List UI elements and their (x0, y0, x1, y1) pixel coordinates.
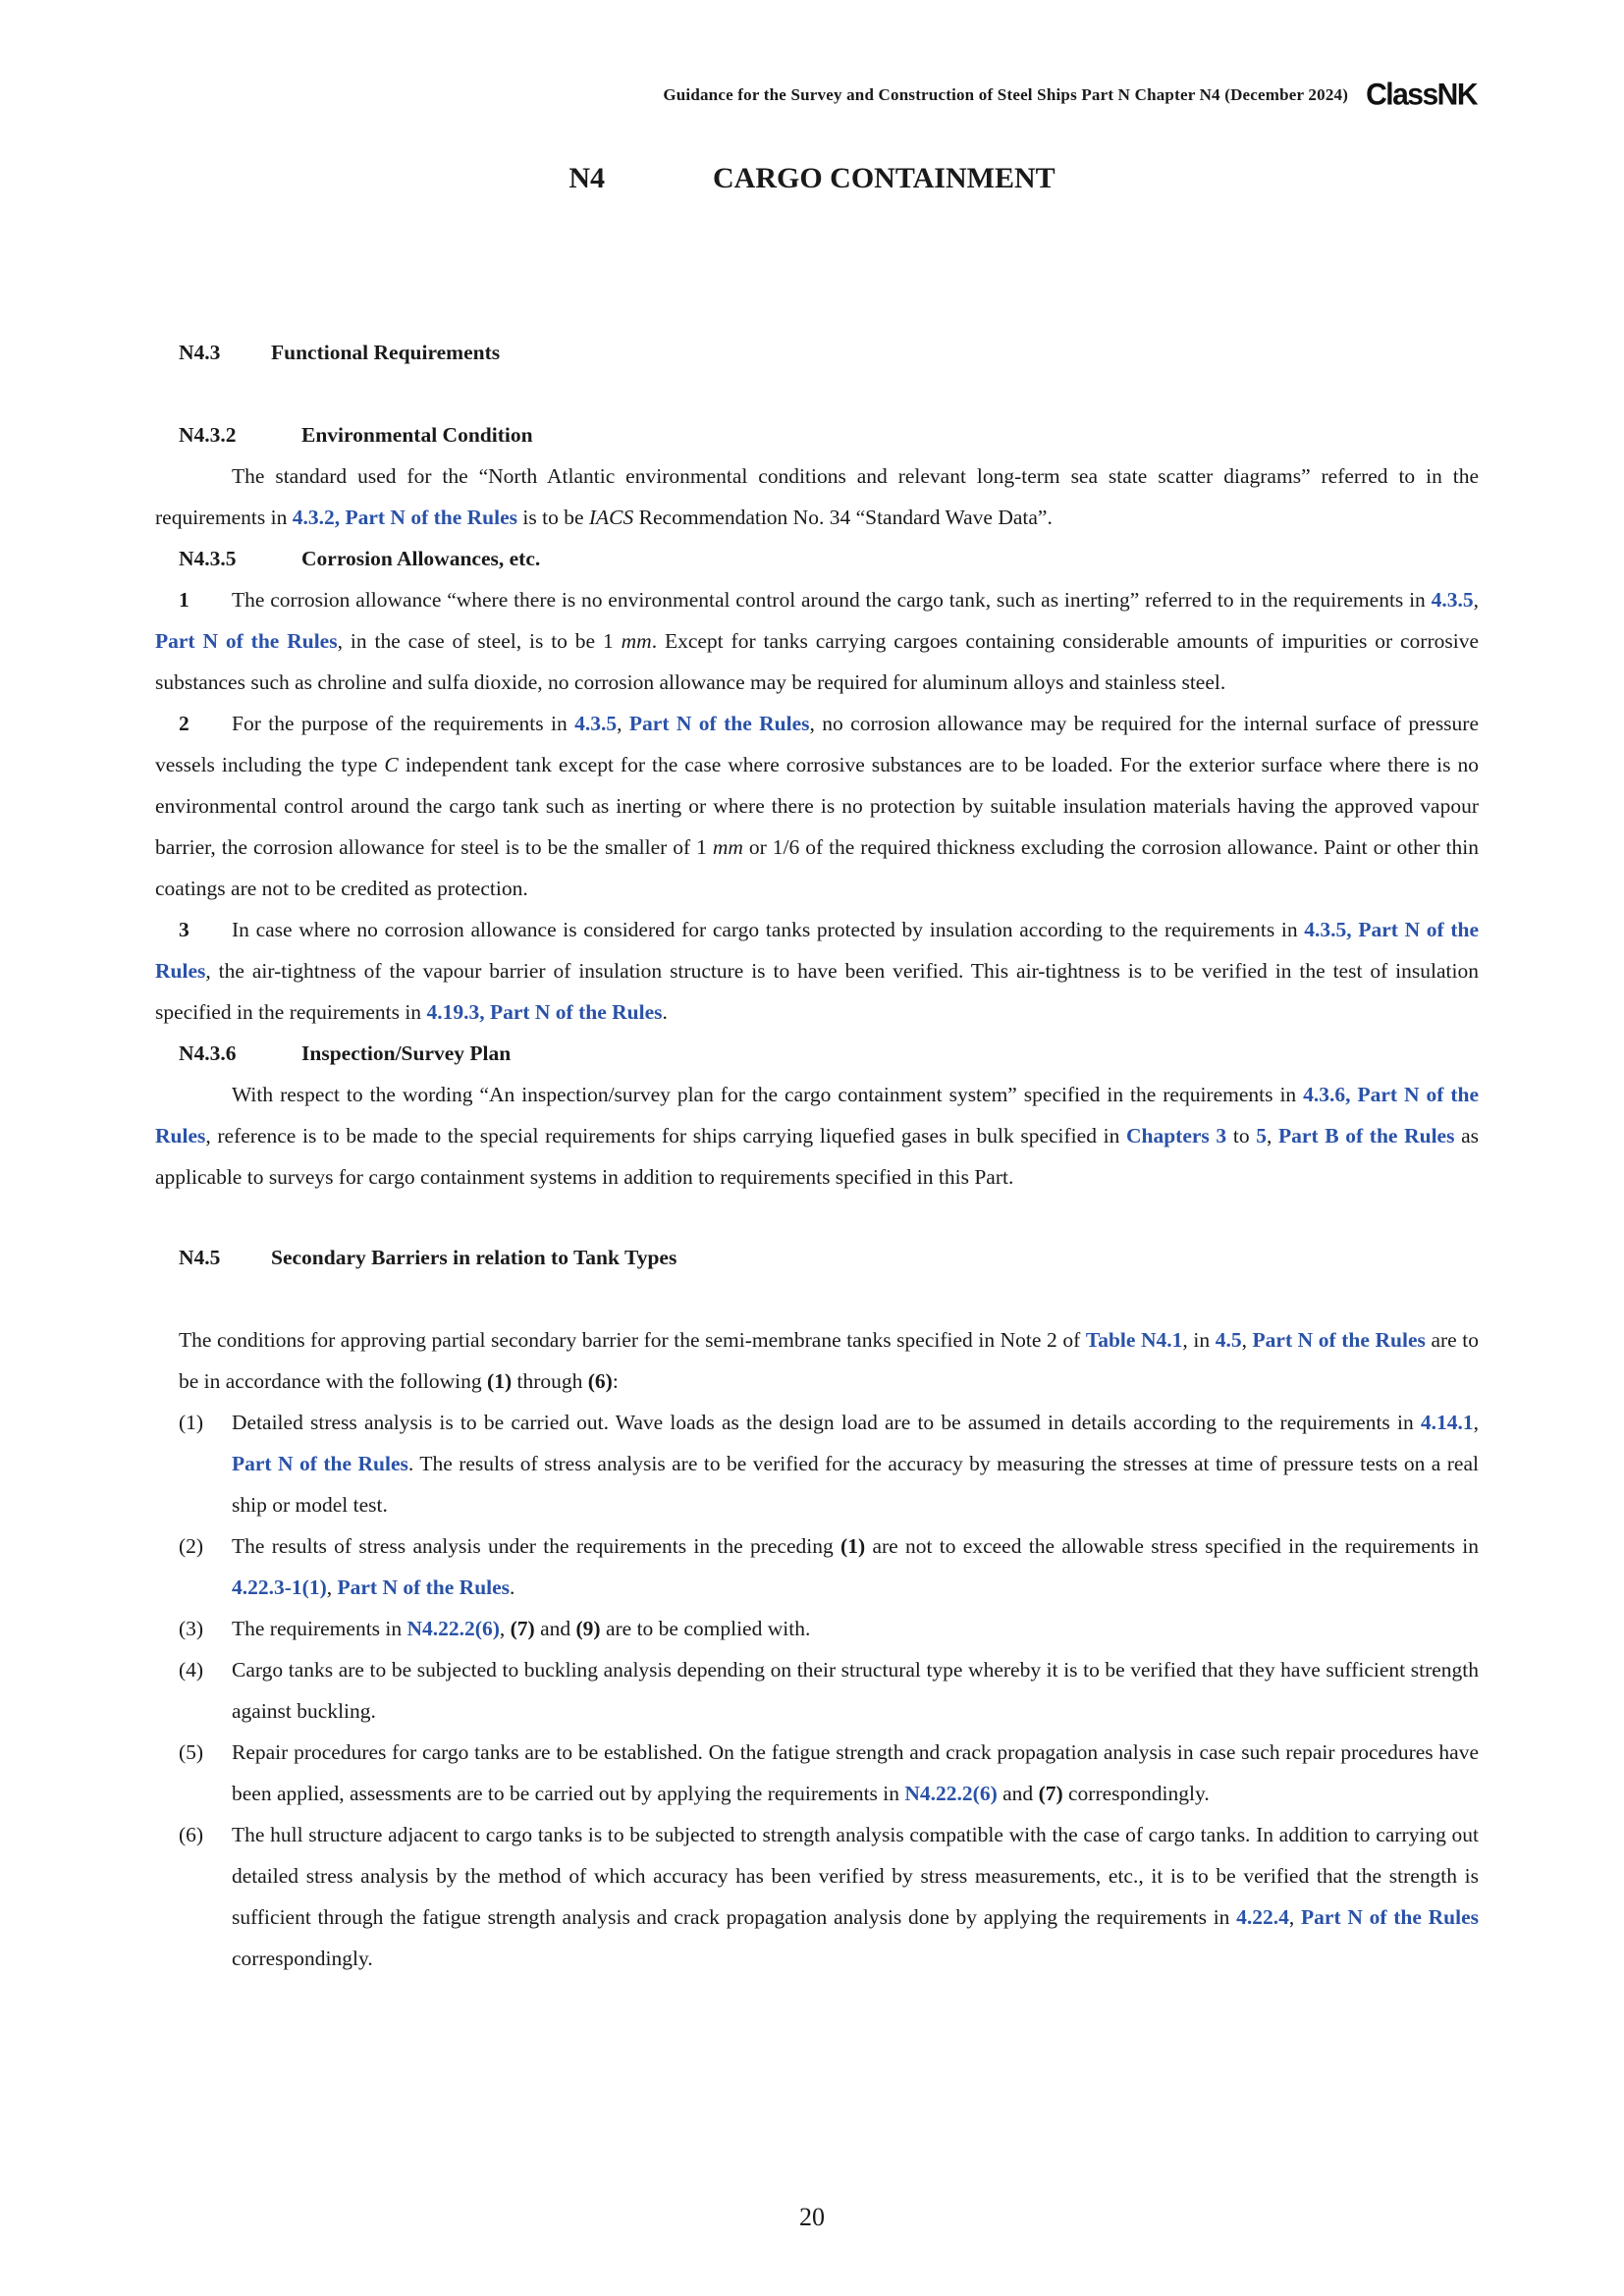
classnk-logo: ClassNK (1366, 78, 1477, 112)
subsection-heading-n4-3-2: N4.3.2 Environmental Condition (179, 423, 533, 447)
rule-reference-link[interactable]: Part N of the Rules (155, 918, 1479, 983)
rule-reference-link[interactable]: 5 (1256, 1124, 1267, 1148)
rule-reference-link[interactable]: 4.5 (1215, 1328, 1242, 1352)
section-heading-n4-3: N4.3 Functional Requirements (179, 341, 501, 364)
chapter-title (0, 162, 1624, 195)
rule-reference-link[interactable]: Part N of the Rules (489, 1000, 663, 1024)
rule-reference-link[interactable]: 4.3.5 (1431, 588, 1474, 612)
numbered-paragraph-2: 2 For the purpose of the requirements in 4.3.5, Part N of the Rules, no corrosion allowance may be required for the internal surface of pressure vessels including the type C independent tank except for the case where corrosive substances are to be loaded. For the exterior surface where there is no environmental control around the cargo tank such as inerting or where there is no protection by suitable insulation materials having the approved vapour barrier, the corrosion allowance for steel is to be the smaller of 1 mm or 1/6 of the required thickness excluding the corrosion allowance. Paint or other thin coatings are not to be credited as protection. (155, 712, 1480, 900)
rule-reference-link[interactable]: 4.3.2, Part N of the Rules (292, 506, 518, 529)
rule-reference-link[interactable]: Table N4.1 (1085, 1328, 1183, 1352)
rule-reference-link[interactable]: Part N of the Rules (232, 1452, 408, 1475)
subsection-heading-n4-3-6: N4.3.6 Inspection/Survey Plan (179, 1041, 512, 1065)
numbered-paragraph-1: 1 The corrosion allowance “where there is no environmental control around the cargo tank, such as inerting” referred to in the requirements in 4.3.5, Part N of the Rules, in the case of steel, is to be 1 mm. Except for tanks carrying cargoes containing considerable amounts of impurities or corrosive substances such as chroline and sulfa dioxide, no corrosion allowance may be required for aluminum alloys and stainless steel. (155, 588, 1480, 694)
rule-reference-link[interactable]: N4.22.2(6) (406, 1617, 500, 1640)
rule-reference-link[interactable]: Chapters 3 (1125, 1124, 1227, 1148)
rule-reference-link[interactable]: 4.14.1 (1420, 1411, 1474, 1434)
section-heading-n4-5: N4.5 Secondary Barriers in relation to Tank Types (179, 1246, 677, 1269)
rule-reference-link[interactable]: Part N of the Rules (337, 1575, 511, 1599)
rule-reference-link[interactable]: Part N of the Rules (155, 629, 338, 653)
numbered-paragraph-3: 3 In case where no corrosion allowance is considered for cargo tanks protected by insulation according to the requirements in 4.3.5, Part N of the Rules, the air-tightness of the vapour barrier of insulation structure is to have been verified. This air-tightness is to be verified in the test of insulation specified in the requirements in 4.19.3, Part N of the Rules. (155, 918, 1479, 1024)
page-header (663, 79, 1477, 112)
rule-reference-link[interactable]: 4.3.5 (1304, 918, 1347, 941)
rule-reference-link[interactable]: Part B of the Rules (1278, 1124, 1455, 1148)
paragraph-environmental-condition: The standard used for the “North Atlantic environmental conditions and relevant long-term sea state scatter diagrams” referred to in the requirements in 4.3.2, Part N of the Rules is to be IACS Recommendation No. 34 “Standard Wave Data”. (155, 464, 1479, 529)
page-number: 20 (799, 2203, 825, 2231)
list-item: (1) Detailed stress analysis is to be carried out. Wave loads as the design load are to be assumed in details according to the requirements in 4.14.1, Part N of the Rules. The results of stress analysis are to be verified for the accuracy by measuring the stresses at time of pressure tests on a real ship or model test. (179, 1411, 1480, 1517)
chapter-number: N4 (568, 162, 606, 194)
list-item: (5) Repair procedures for cargo tanks are to be established. On the fatigue strength and crack propagation analysis in case such repair procedures have been applied, assessments are to be carried out by applying the requirements in N4.22.2(6) and (7) correspondingly. (179, 1740, 1479, 1805)
rule-reference-link[interactable]: Part N of the Rules (1252, 1328, 1426, 1352)
rule-reference-link[interactable]: 4.19.3 (426, 1000, 480, 1024)
chapter-name: CARGO CONTAINMENT (713, 162, 1056, 194)
paragraph-inspection-survey-plan: With respect to the wording “An inspection/survey plan for the cargo containment system” specified in the requirements in 4.3.6, Part N of the Rules, reference is to be made to the special requirements for ships carrying liquefied gases in bulk specified in Chapters 3 to 5, Part B of the Rules as applicable to surveys for cargo containment systems in addition to requirements specified in this Part. (155, 1083, 1480, 1189)
rule-reference-link[interactable]: Part N of the Rules (628, 712, 810, 735)
rule-reference-link[interactable]: 4.3.5 (574, 712, 618, 735)
list-item: (6) The hull structure adjacent to cargo tanks is to be subjected to strength analysis compatible with the case of cargo tanks. In addition to carrying out detailed stress analysis by the method of which accuracy has been verified by stress measurements, etc., it is to be verified that the strength is sufficient through the fatigue strength analysis and crack propagation analysis done by applying the requirements in 4.22.4, Part N of the Rules correspondingly. (179, 1823, 1479, 1970)
paragraph-secondary-barrier-intro: The conditions for approving partial secondary barrier for the semi-membrane tanks specified in Note 2 of Table N4.1, in 4.5, Part N of the Rules are to be in accordance with the following (1) through (6): (179, 1328, 1479, 1393)
rule-reference-link[interactable]: N4.22.2(6) (904, 1782, 998, 1805)
rule-reference-link[interactable]: 4.22.4 (1236, 1905, 1289, 1929)
list-item: (2) The results of stress analysis under the requirements in the preceding (1) are not to exceed the allowable stress specified in the requirements in 4.22.3-1(1), Part N of the Rules. (179, 1534, 1480, 1599)
running-title: Guidance for the Survey and Construction of Steel Ships Part N Chapter N4 (December 2024) (663, 85, 1349, 104)
list-item: (3) The requirements in N4.22.2(6), (7) and (9) are to be complied with. (179, 1617, 811, 1640)
rule-reference-link[interactable]: 4.3.6, Part N of the Rules (155, 1083, 1480, 1148)
rule-reference-link[interactable]: Part N of the Rules (1301, 1905, 1479, 1929)
rule-reference-link[interactable]: 4.22.3-1(1) (232, 1575, 327, 1599)
page-body (155, 332, 1479, 1979)
subsection-heading-n4-3-5: N4.3.5 Corrosion Allowances, etc. (179, 547, 541, 570)
list-item: (4) Cargo tanks are to be subjected to buckling analysis depending on their structural type whereby it is to be verified that they have sufficient strength against buckling. (179, 1658, 1479, 1723)
